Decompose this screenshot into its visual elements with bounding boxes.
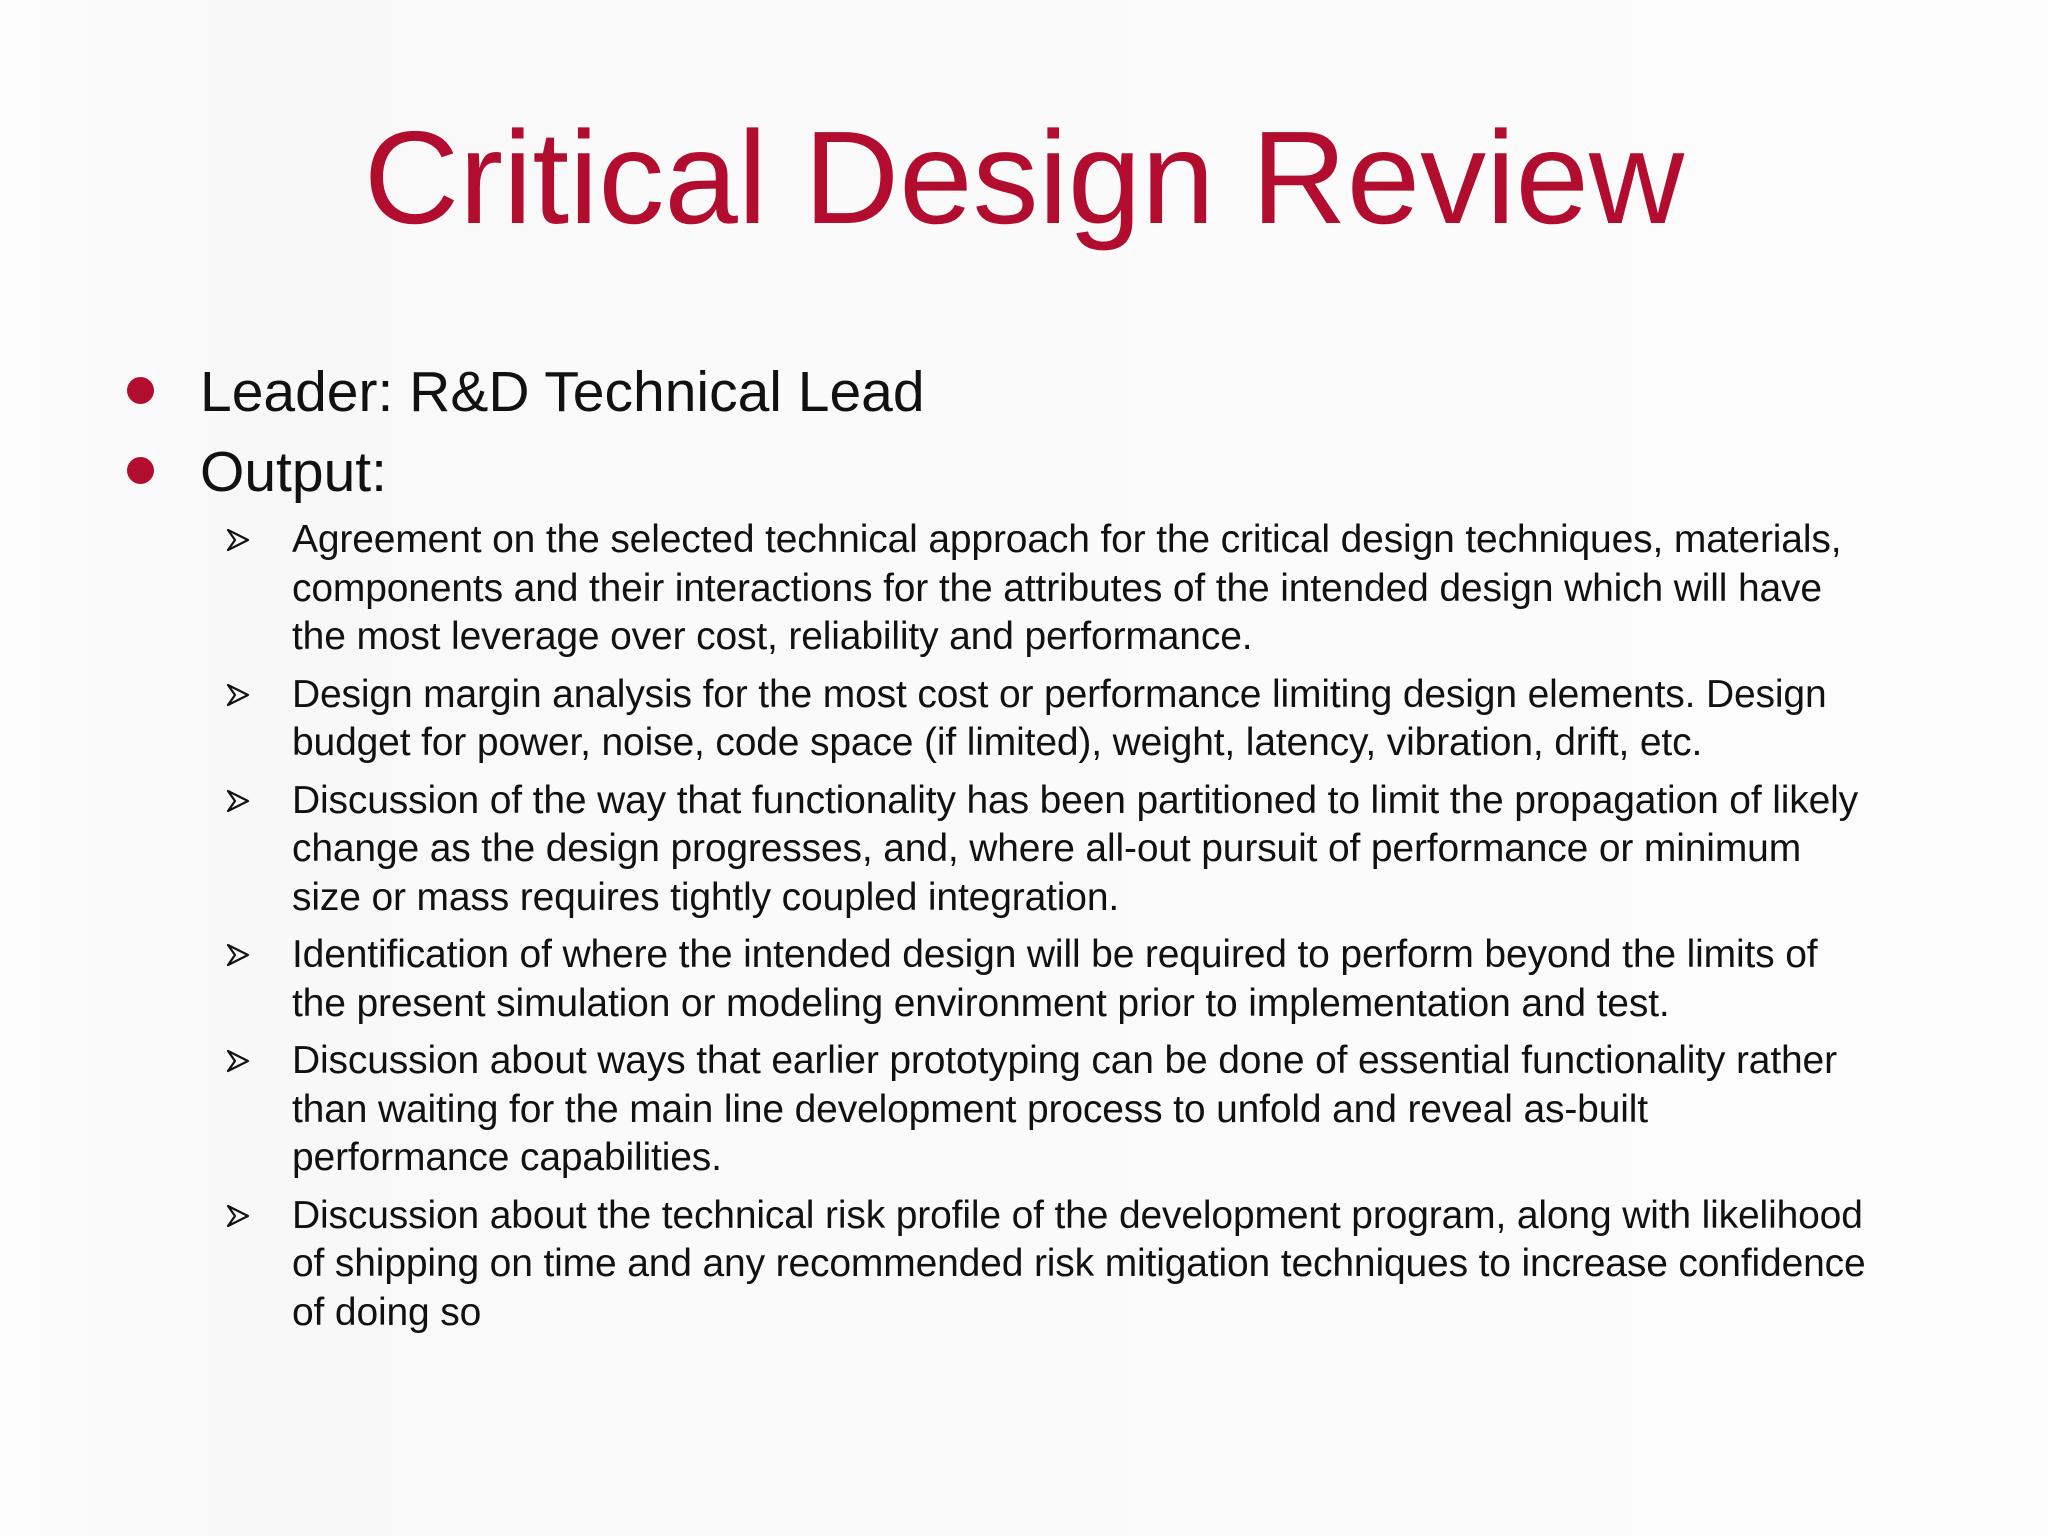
sub-bullet-line: Discussion about ways that earlier prototyping can be done of essential functionality rather <box>292 1039 1837 1082</box>
sub-bullet-item <box>226 777 1946 923</box>
leader-bullet: Leader: R&D Technical Lead <box>200 360 925 424</box>
sub-bullet-line: of shipping on time and any recommended risk mitigation techniques to increase confidence <box>292 1242 1866 1285</box>
sub-bullet-line: Design margin analysis for the most cost or performance limiting design elements. Design <box>292 672 1827 716</box>
sub-bullet-line: Discussion of the way that functionality has been partitioned to limit the propagation of likely <box>292 778 1858 822</box>
sub-bullet-line: size or mass requires tightly coupled integration. <box>292 875 1120 919</box>
arrowhead-bullet-icon <box>226 789 250 813</box>
sub-bullet-line: Agreement on the selected technical approach for the critical design techniques, materials, <box>292 518 1842 561</box>
sub-bullet-line: Identification of where the intended design will be required to perform beyond the limits of <box>292 933 1818 976</box>
sub-bullet-line: of doing so <box>292 1290 482 1334</box>
sub-bullet-line: the most leverage over cost, reliability and performance. <box>292 615 1253 658</box>
output-bullet: Output: <box>200 440 387 504</box>
sub-bullet-item <box>226 671 1946 768</box>
sub-bullet-line: performance capabilities. <box>292 1136 722 1179</box>
sub-bullet-line: Discussion about the technical risk profile of the development program, along with likelihood <box>292 1193 1863 1237</box>
bullet-dot-icon <box>127 457 154 484</box>
sub-bullet-line: budget for power, noise, code space (if limited), weight, latency, vibration, drift, etc. <box>292 721 1703 764</box>
sub-bullet-line: than waiting for the main line development process to unfold and reveal as-built <box>292 1087 1648 1131</box>
arrowhead-bullet-icon <box>226 683 250 707</box>
sub-bullet-line: change as the design progresses, and, where all-out pursuit of performance or minimum <box>292 827 1802 870</box>
arrowhead-bullet-icon <box>226 528 250 552</box>
slide-title: Critical Design Review <box>363 104 1685 251</box>
arrowhead-bullet-icon <box>226 1204 250 1228</box>
arrowhead-bullet-icon <box>226 943 250 967</box>
sub-bullet-line: components and their interactions for the attributes of the intended design which will have <box>292 566 1822 610</box>
sub-bullet-line: the present simulation or modeling environment prior to implementation and test. <box>292 981 1670 1025</box>
sub-bullet-item <box>226 1037 1946 1183</box>
output-sub-bullet-list <box>226 516 1946 1346</box>
sub-bullet-item <box>226 516 1946 662</box>
sub-bullet-item <box>226 931 1946 1028</box>
sub-bullet-item <box>226 1192 1946 1338</box>
arrowhead-bullet-icon <box>226 1049 250 1073</box>
bullet-dot-icon <box>127 377 154 404</box>
